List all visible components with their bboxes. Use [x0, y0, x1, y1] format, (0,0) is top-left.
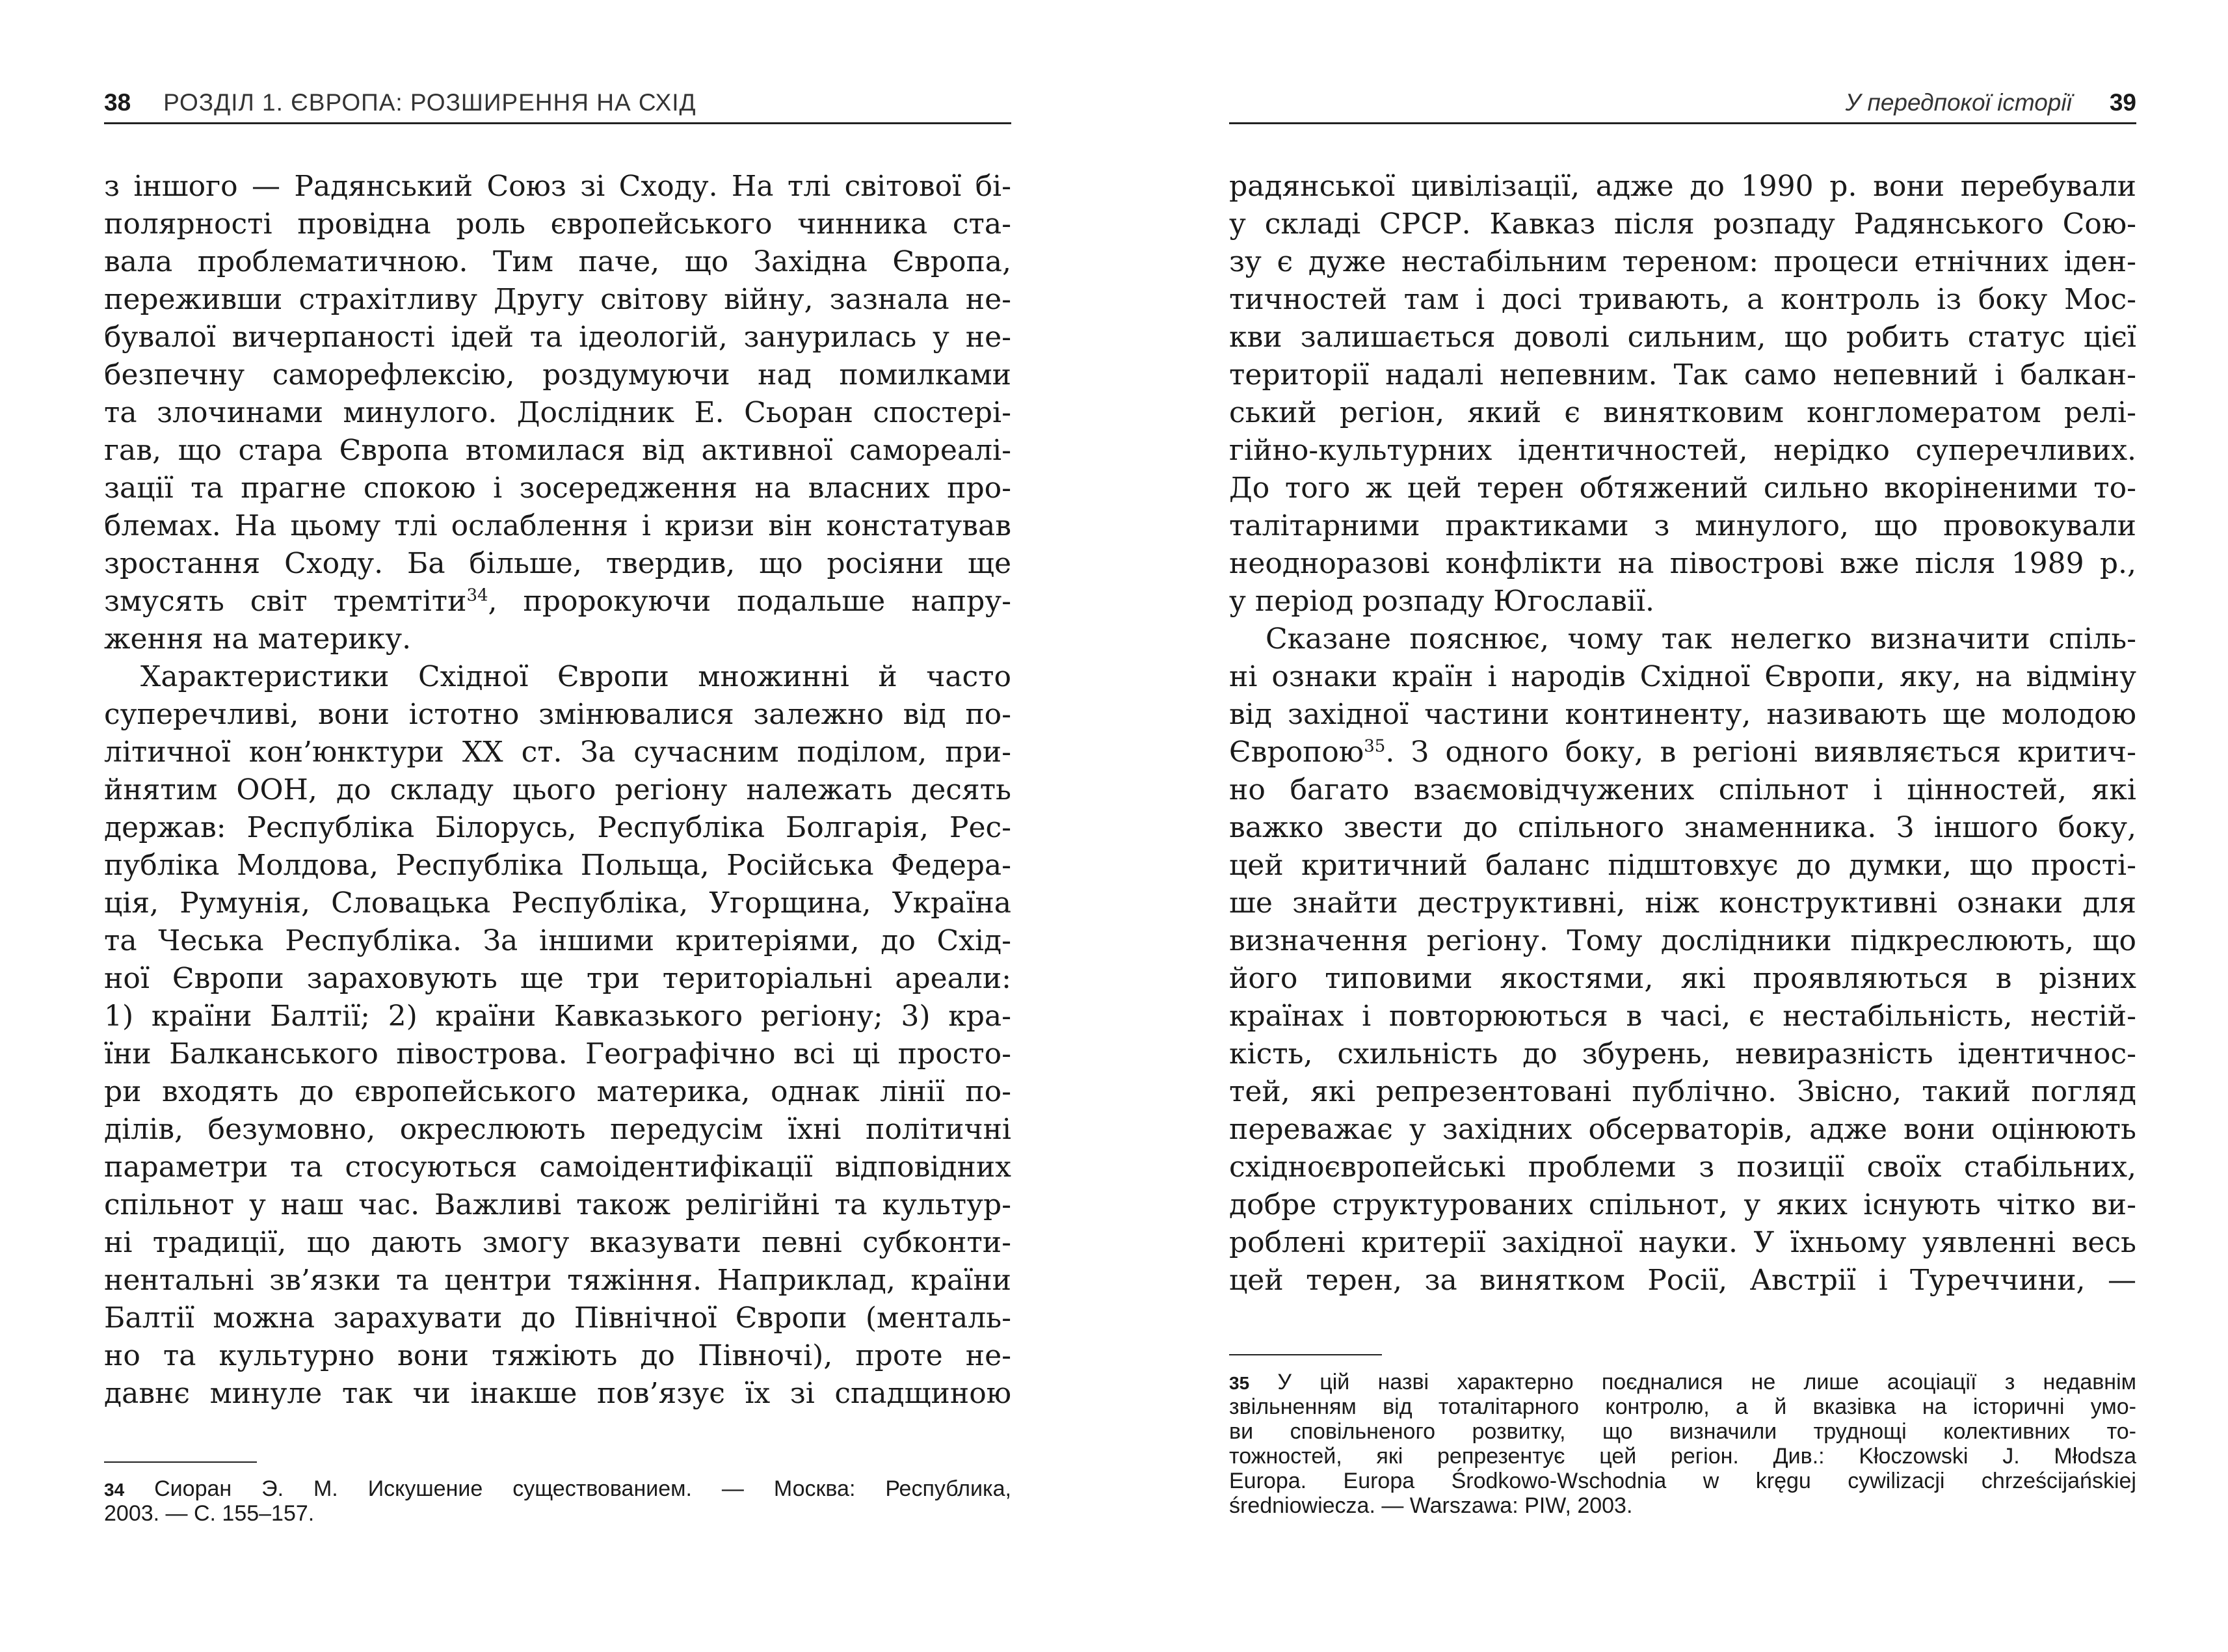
text-line: роблені критерії західної науки. У їхньому уявленні весь — [1229, 1226, 2136, 1259]
text-line: радянської цивілізації, адже до 1990 р. вони перебували — [1229, 170, 2136, 203]
footnote-text: Сиоран Э. М. Искушение существованием. — Москва: Республика, — [154, 1476, 1011, 1501]
text-line: літичної кон’юнктури XX ст. За сучасним поділом, при- — [104, 736, 1011, 769]
text-line: гійно-культурних ідентичностей, нерідко суперечливих. — [1229, 434, 2136, 467]
page-number: 39 — [2109, 89, 2136, 116]
text-fragment: . З одного боку, в регіоні виявляється критич- — [1385, 736, 2136, 769]
text-line: визначення регіону. Тому дослідники підкреслюють, що — [1229, 924, 2136, 957]
text-line: гав, що стара Європа втомилася від активної самореалі- — [104, 434, 1011, 467]
text-line: ція, Румунія, Словацька Республіка, Угорщина, Україна — [104, 886, 1011, 920]
footnote-34 — [104, 1476, 1011, 1526]
footnote-line: тожностей, які репрезентує цей регіон. Див.: Kłoczowski J. Młodsza — [1229, 1444, 2136, 1469]
text-line: країнах і повторюються в часі, є нестабільність, нестій- — [1229, 1000, 2136, 1033]
text-line: його типовими якостями, які проявляються в різних — [1229, 962, 2136, 995]
text-line: з іншого — Радянський Союз зі Сходу. На тлі світової бі- — [104, 170, 1011, 203]
text-line: території надалі непевним. Так само непевний і балкан- — [1229, 358, 2136, 392]
text-fragment: Європою — [1229, 736, 1364, 769]
page-number: 38 — [104, 89, 131, 116]
text-line: та Чеська Республіка. За іншими критеріями, до Схід- — [104, 924, 1011, 957]
text-line: ський регіон, який є винятковим конгломератом релі- — [1229, 396, 2136, 429]
running-title: РОЗДІЛ 1. ЄВРОПА: РОЗШИРЕННЯ НА СХІД — [163, 89, 696, 116]
footnote-line: Europa. Europa Środkowo-Wschodnia w kręgu cywilizacji chrześcijańskiej — [1229, 1469, 2136, 1493]
text-line: цей терен, за винятком Росії, Австрії і Туреччини, — — [1229, 1264, 2136, 1297]
footnote-number: 34 — [104, 1480, 125, 1500]
paragraph-start: Сказане пояснює, чому так нелегко визначити спіль- — [1266, 622, 2136, 656]
text-line: у складі СРСР. Кавказ після розпаду Радянського Сою- — [1229, 207, 2136, 241]
text-line: нентальні зв’язки та центри тяжіння. Наприклад, країни — [104, 1264, 1011, 1297]
text-line: зу є дуже нестабільним тереном: процеси етнічних іден- — [1229, 245, 2136, 278]
text-line: у період розпаду Югославії. — [1229, 585, 1655, 618]
text-line: держав: Республіка Білорусь, Республіка Болгарія, Рес- — [104, 811, 1011, 844]
text-line: зації та прагне спокою і зосередження на власних про- — [104, 472, 1011, 505]
footnote-separator — [1229, 1354, 1382, 1355]
text-line: полярності провідна роль європейського чинника ста- — [104, 207, 1011, 241]
footnote-line — [104, 1476, 1011, 1501]
right-page — [1229, 0, 2136, 1652]
text-line: ше знайти деструктивні, ніж конструктивні ознаки для — [1229, 886, 2136, 920]
text-line: вала проблематичною. Тим паче, що Західна Європа, — [104, 245, 1011, 278]
footnote-ref-35[interactable]: 35 — [1364, 736, 1386, 756]
footnote-line: ви сповільненого розвитку, що визначили труднощі колективних то- — [1229, 1419, 2136, 1444]
text-line: кви залишається доволі сильним, що робить статус цієї — [1229, 321, 2136, 354]
footnote-number: 35 — [1229, 1373, 1250, 1393]
text-line: переживши страхітливу Другу світову війну, зазнала не- — [104, 283, 1011, 316]
left-body-text — [104, 168, 1011, 1413]
text-line: ні традиції, що дають змогу вказувати певні субконти- — [104, 1226, 1011, 1259]
text-line: 1) країни Балтії; 2) країни Кавказького регіону; 3) кра- — [104, 1000, 1011, 1033]
running-title: У передпокої історії — [1845, 89, 2072, 116]
footnote-text: У цій назві характерно поєдналися не лише асоціації з недавнім — [1277, 1370, 2136, 1394]
text-line: безпечну саморефлексію, роздумуючи над помилками — [104, 358, 1011, 392]
text-line: ження на материку. — [104, 622, 412, 656]
text-line: талітарними практиками з минулого, що провокували — [1229, 509, 2136, 542]
text-line: важко звести до спільного знаменника. З іншого боку, — [1229, 811, 2136, 844]
footnote-line: звільненням від тоталітарного контролю, а й вказівка на історичні умо- — [1229, 1394, 2136, 1419]
footnote-line: 2003. — С. 155–157. — [104, 1501, 315, 1526]
text-line: ри входять до європейського материка, однак лінії по- — [104, 1075, 1011, 1108]
text-line: кість, схильність до збурень, невиразність ідентичнос- — [1229, 1037, 2136, 1071]
text-line: їни Балканського півострова. Географічно всі ці просто- — [104, 1037, 1011, 1071]
right-body-text — [1229, 168, 2136, 1299]
text-line: спільнот у наш час. Важливі також релігійні та культур- — [104, 1188, 1011, 1221]
text-fragment: , пророкуючи подальше напру- — [488, 585, 1012, 618]
text-line-with-footnote — [104, 583, 1011, 620]
footnote-line — [1229, 1370, 2136, 1394]
text-line: ні ознаки країн і народів Східної Європи, яку, на відміну — [1229, 660, 2136, 693]
left-page — [104, 0, 1011, 1652]
right-page-header — [1229, 83, 2136, 124]
text-line: зростання Сходу. Ба більше, твердив, що росіяни ще — [104, 547, 1011, 580]
text-line: суперечливі, вони істотно змінювалися залежно від по- — [104, 698, 1011, 731]
text-line: блемах. На цьому тлі ослаблення і кризи він констатував — [104, 509, 1011, 542]
text-line: ної Європи зараховують ще три територіальні ареали: — [104, 962, 1011, 995]
footnote-35 — [1229, 1370, 2136, 1518]
text-line: публіка Молдова, Республіка Польща, Російська Федера- — [104, 849, 1011, 882]
text-line: давнє минуле так чи інакше пов’язує їх зі спадщиною — [104, 1377, 1011, 1410]
text-line-with-footnote — [1229, 734, 2136, 771]
text-line: но багато взаємовідчужених спільнот і цінностей, які — [1229, 773, 2136, 806]
text-line: східноєвропейські проблеми з позиції своїх стабільних, — [1229, 1151, 2136, 1184]
text-line: тичностей там і досі тривають, а контроль із боку Мос- — [1229, 283, 2136, 316]
footnote-separator — [104, 1461, 257, 1463]
paragraph-start: Характеристики Східної Європи множинні й часто — [140, 660, 1011, 693]
footnote-ref-34[interactable]: 34 — [466, 585, 488, 606]
text-line: параметри та стосуються самоідентифікації відповідних — [104, 1151, 1011, 1184]
text-line: добре структурованих спільнот, у яких існують чітко ви- — [1229, 1188, 2136, 1221]
text-line: но та культурно вони тяжіють до Півночі), проте не- — [104, 1339, 1011, 1372]
text-line: йнятим ООН, до складу цього регіону належать десять — [104, 773, 1011, 806]
left-page-header — [104, 83, 1011, 124]
text-fragment: змусять світ тремтіти — [104, 585, 467, 618]
text-line: До того ж цей терен обтяжений сильно вкоріненими то- — [1229, 472, 2136, 505]
text-line: ділів, безумовно, окреслюють передусім їхні політичні — [104, 1113, 1011, 1146]
text-line: неодноразові конфлікти на півострові вже після 1989 р., — [1229, 547, 2136, 580]
text-line: бувалої вичерпаності ідей та ідеологій, занурилась у не- — [104, 321, 1011, 354]
footnote-line: średniowiecza. — Warszawa: PIW, 2003. — [1229, 1493, 1633, 1518]
text-line: цей критичний баланс підштовхує до думки, що прості- — [1229, 849, 2136, 882]
text-line: переважає у західних обсерваторів, адже вони оцінюють — [1229, 1113, 2136, 1146]
text-line: та злочинами минулого. Дослідник Е. Сьоран спостері- — [104, 396, 1011, 429]
text-line: Балтії можна зарахувати до Північної Європи (менталь- — [104, 1301, 1011, 1335]
text-line: від західної частини континенту, називають ще молодою — [1229, 698, 2136, 731]
text-line: тей, які репрезентовані публічно. Звісно, такий погляд — [1229, 1075, 2136, 1108]
